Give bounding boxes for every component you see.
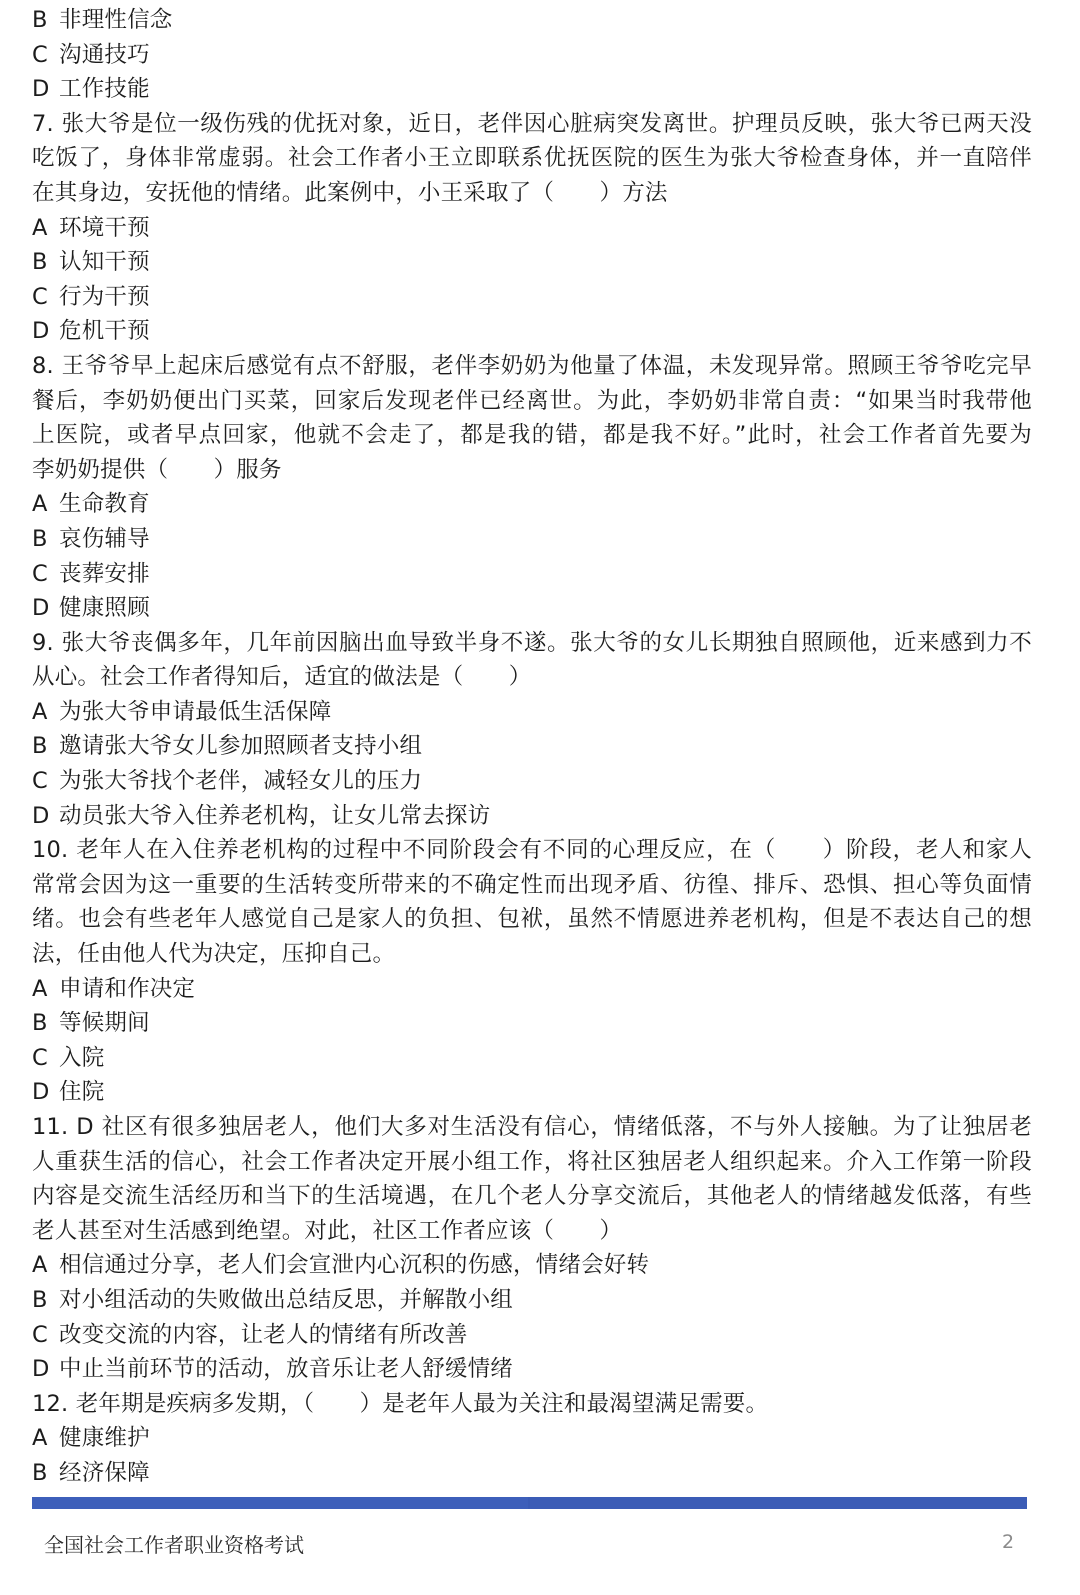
option-letter: D [32, 1079, 50, 1106]
option-letter: C [32, 1044, 48, 1071]
option-text: 健康维护 [59, 1425, 150, 1452]
answer-option-a [32, 211, 1032, 246]
option-text: 等候期间 [59, 1010, 150, 1037]
footer-bar-segment-left [32, 1497, 528, 1509]
option-letter: C [32, 41, 48, 68]
option-text: 工作技能 [59, 76, 150, 103]
answer-option-c [32, 1318, 1032, 1353]
answer-option-d [32, 591, 1032, 626]
option-text: 环境干预 [59, 214, 150, 241]
question-stem-line: 老人甚至对生活感到绝望。对此，社区工作者应该（ ） [32, 1217, 623, 1244]
option-letter: B [32, 525, 48, 552]
question-stem [32, 1110, 1032, 1248]
document-body [32, 3, 1032, 1491]
option-letter: A [32, 975, 48, 1002]
question-stem-line: 8. 王爷爷早上起床后感觉有点不舒服，老伴李奶奶为他量了体温，未发现异常。照顾王爷爷吃完早 [32, 352, 1032, 379]
answer-option-c [32, 38, 1032, 73]
question-stem-line: 内容是交流生活经历和当下的生活境遇，在几个老人分享交流后，其他老人的情绪越发低落，有些 [32, 1183, 1032, 1210]
footer-divider-bar [32, 1497, 1027, 1509]
answer-option-a [32, 1248, 1032, 1283]
option-text: 住院 [59, 1079, 105, 1106]
option-text: 哀伤辅导 [59, 525, 150, 552]
option-letter: D [32, 318, 50, 345]
option-letter: C [32, 560, 48, 587]
question-stem-line: 7. 张大爷是位一级伤残的优抚对象，近日，老伴因心脏病突发离世。护理员反映，张大爷已两天没 [32, 110, 1032, 137]
option-letter: C [32, 1321, 48, 1348]
option-letter: D [32, 595, 50, 622]
question-stem-line: 9. 张大爷丧偶多年，几年前因脑出血导致半身不遂。张大爷的女儿长期独自照顾他，近来感到力不 [32, 629, 1032, 656]
option-text: 入院 [59, 1044, 105, 1071]
option-letter: A [32, 491, 48, 518]
option-text: 中止当前环节的活动，放音乐让老人舒缓情绪 [59, 1356, 514, 1383]
question-stem-line: 绪。也会有些老年人感觉自己是家人的负担、包袱，虽然不情愿进养老机构，但是不表达自己的想 [32, 906, 1032, 933]
option-letter: C [32, 283, 48, 310]
answer-option-b [32, 3, 1032, 38]
question-stem-line: 12. 老年期是疾病多发期，（ ）是老年人最为关注和最渴望满足需要。 [32, 1390, 769, 1417]
question-stem-line: 上医院，或者早点回家，他就不会走了，都是我的错，都是我不好。”此时，社会工作者首先要为 [32, 422, 1032, 449]
question-stem-line: 在其身边，安抚他的情绪。此案例中，小王采取了（ ）方法 [32, 179, 668, 206]
option-letter: D [32, 1356, 50, 1383]
option-text: 经济保障 [59, 1459, 150, 1486]
answer-option-b [32, 522, 1032, 557]
answer-option-d [32, 1352, 1032, 1387]
answer-option-c [32, 557, 1032, 592]
answer-option-a [32, 1421, 1032, 1456]
answer-option-b [32, 1006, 1032, 1041]
question-stem-line: 常常会因为这一重要的生活转变所带来的不确定性而出现矛盾、彷徨、排斥、恐惧、担心等负面情 [32, 871, 1032, 898]
question-stem [32, 349, 1032, 487]
footer-exam-title: 全国社会工作者职业资格考试 [44, 1533, 304, 1557]
option-text: 健康照顾 [59, 595, 150, 622]
answer-option-c [32, 280, 1032, 315]
answer-option-b [32, 729, 1032, 764]
answer-option-a [32, 695, 1032, 730]
question-stem [32, 1387, 1032, 1422]
option-text: 为张大爷找个老伴，减轻女儿的压力 [59, 768, 423, 795]
option-letter: B [32, 733, 48, 760]
question-stem-line: 人重获生活的信心，社会工作者决定开展小组工作，将社区独居老人组织起来。介入工作第一阶段 [32, 1148, 1032, 1175]
option-letter: B [32, 1010, 48, 1037]
option-text: 改变交流的内容，让老人的情绪有所改善 [59, 1321, 468, 1348]
page-number: 2 [1002, 1531, 1015, 1553]
option-letter: B [32, 7, 48, 33]
option-text: 为张大爷申请最低生活保障 [59, 698, 332, 725]
answer-option-d [32, 799, 1032, 834]
question-stem [32, 833, 1032, 971]
answer-option-c [32, 764, 1032, 799]
option-text: 沟通技巧 [59, 41, 150, 68]
question-stem-line: 11. D 社区有很多独居老人，他们大多对生活没有信心，情绪低落，不与外人接触。为了让独居老 [32, 1114, 1032, 1140]
option-text: 危机干预 [59, 318, 150, 345]
answer-option-b [32, 1456, 1032, 1491]
answer-option-c [32, 1041, 1032, 1076]
option-letter: D [32, 802, 50, 829]
question-stem-line: 餐后，李奶奶便出门买菜，回家后发现老伴已经离世。为此，李奶奶非常自责：“如果当时我带他 [32, 387, 1032, 414]
option-letter: D [32, 76, 50, 103]
answer-option-d [32, 72, 1032, 107]
option-text: 生命教育 [59, 491, 150, 518]
answer-option-a [32, 972, 1032, 1007]
option-text: 对小组活动的失败做出总结反思，并解散小组 [59, 1286, 514, 1313]
option-text: 邀请张大爷女儿参加照顾者支持小组 [59, 733, 423, 760]
option-letter: A [32, 1425, 48, 1452]
answer-option-b [32, 1283, 1032, 1318]
option-text: 相信通过分享，老人们会宣泄内心沉积的伤感，情绪会好转 [59, 1252, 650, 1279]
option-text: 认知干预 [59, 249, 150, 276]
option-text: 申请和作决定 [59, 975, 196, 1002]
question-stem-line: 李奶奶提供（ ）服务 [32, 456, 282, 483]
footer-bar-segment-right [530, 1497, 1027, 1509]
answer-option-b [32, 245, 1032, 280]
question-stem [32, 107, 1032, 211]
option-text: 行为干预 [59, 283, 150, 310]
option-text: 丧葬安排 [59, 560, 150, 587]
option-letter: A [32, 1252, 48, 1279]
question-stem-line: 法，任由他人代为决定，压抑自己。 [32, 941, 396, 968]
option-letter: B [32, 249, 48, 276]
question-stem [32, 626, 1032, 695]
answer-option-a [32, 487, 1032, 522]
option-letter: A [32, 214, 48, 241]
option-letter: A [32, 698, 48, 725]
question-stem-line: 吃饭了，身体非常虚弱。社会工作者小王立即联系优抚医院的医生为张大爷检查身体，并一直陪伴 [32, 145, 1032, 172]
option-letter: B [32, 1286, 48, 1313]
question-stem-line: 10. 老年人在入住养老机构的过程中不同阶段会有不同的心理反应，在（ ）阶段，老人和家人 [32, 837, 1032, 864]
answer-option-d [32, 314, 1032, 349]
question-stem-line: 从心。社会工作者得知后，适宜的做法是（ ） [32, 664, 532, 691]
option-text: 动员张大爷入住养老机构，让女儿常去探访 [59, 802, 491, 829]
option-letter: C [32, 768, 48, 795]
answer-option-d [32, 1075, 1032, 1110]
option-letter: B [32, 1459, 48, 1486]
option-text: 非理性信念 [59, 7, 173, 33]
